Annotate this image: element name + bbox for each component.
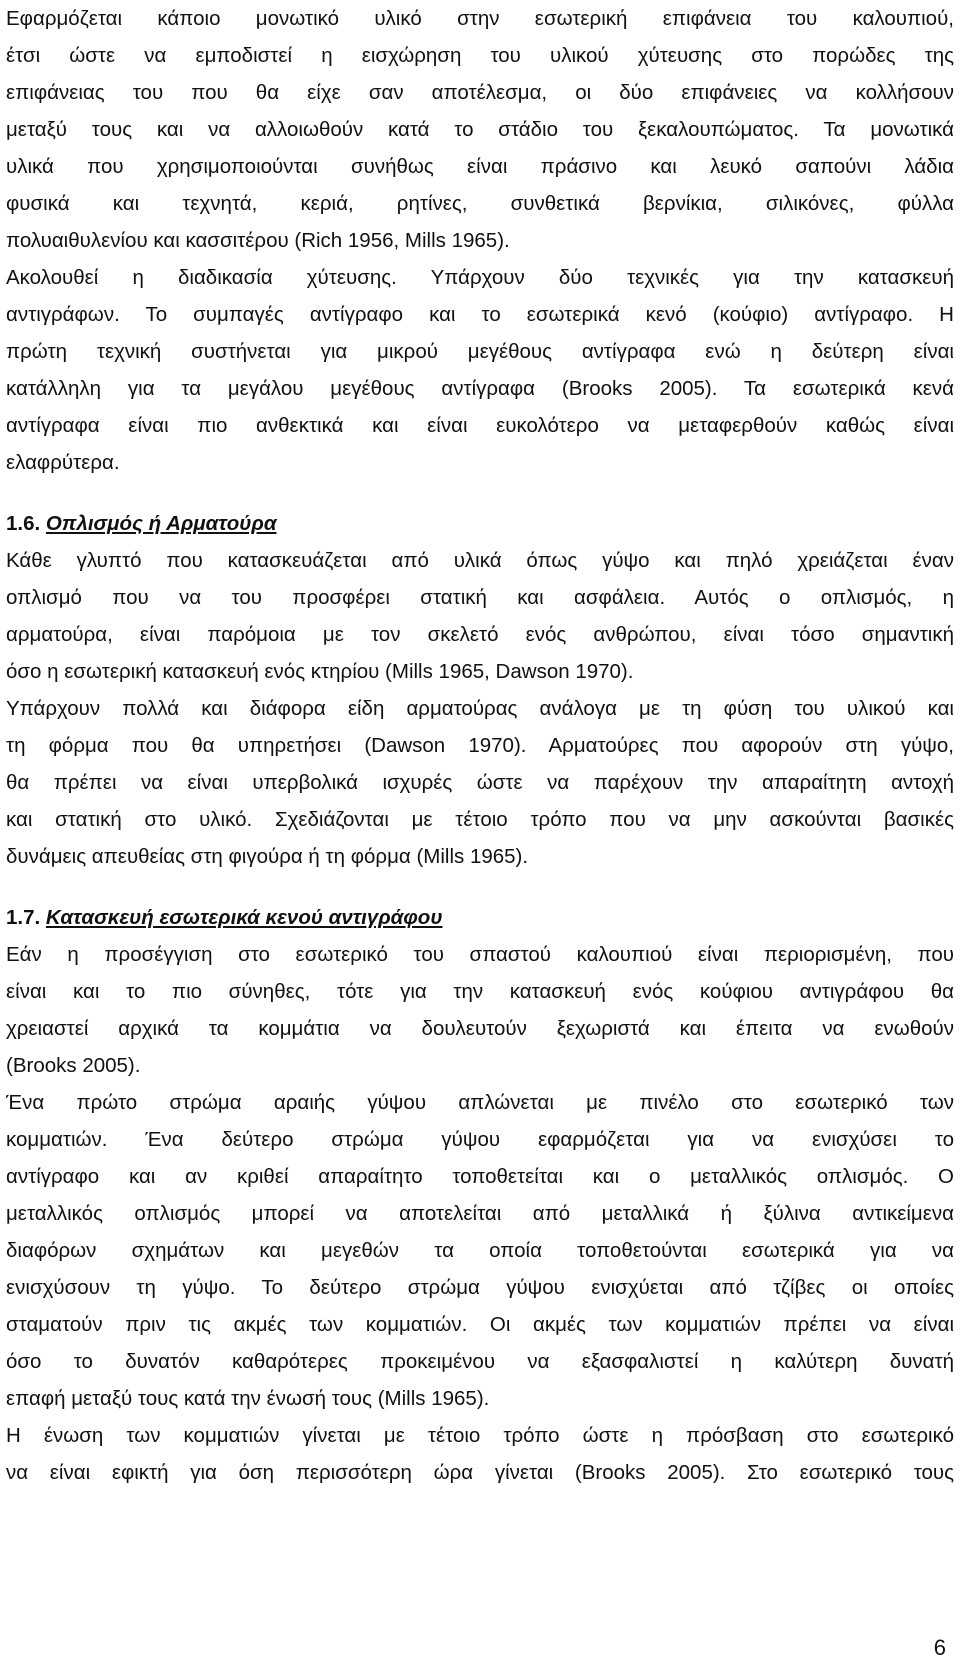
text-line: Κάθε γλυπτό που κατασκευάζεται από υλικά όπως γύψο και πηλό χρειάζεται έναν bbox=[6, 549, 954, 572]
text-line: αντιγράφων. Το συμπαγές αντίγραφο και το εσωτερικά κενό (κούφιο) αντίγραφο. Η bbox=[6, 303, 954, 326]
paragraph-armature-types bbox=[6, 690, 954, 875]
text-line: φυσικά και τεχνητά, κεριά, ρητίνες, συνθετικά βερνίκια, σιλικόνες, φύλλα bbox=[6, 192, 954, 215]
text-line: σταματούν πριν τις ακμές των κομματιών. Οι ακμές των κομματιών πρέπει να είναι bbox=[6, 1313, 954, 1336]
text-line: ενισχύσουν τη γύψο. Το δεύτερο στρώμα γύψου ενισχύεται από τζίβες οι οποίες bbox=[6, 1276, 954, 1299]
text-line: μεταξύ τους και να αλλοιωθούν κατά το στάδιο του ξεκαλουπώματος. Τα μονωτικά bbox=[6, 118, 954, 141]
text-line: Ένα πρώτο στρώμα αραιής γύψου απλώνεται με πινέλο στο εσωτερικό των bbox=[6, 1091, 954, 1114]
text-line: Εάν η προσέγγιση στο εσωτερικό του σπαστού καλουπιού είναι περιορισμένη, που bbox=[6, 943, 954, 966]
text-line: είναι και το πιο σύνηθες, τότε για την κατασκευή ενός κούφιου αντιγράφου θα bbox=[6, 980, 954, 1003]
section-heading bbox=[6, 505, 954, 542]
text-line: ελαφρύτερα. bbox=[6, 451, 120, 474]
text-line: αντίγραφο και αν κριθεί απαραίτητο τοποθετείται και ο μεταλλικός οπλισμός. Ο bbox=[6, 1165, 954, 1188]
section-title: Οπλισμός ή Αρματούρα bbox=[45, 512, 277, 535]
section-number: 1.6. bbox=[6, 512, 41, 535]
paragraph-joining-pieces bbox=[6, 1417, 954, 1491]
text-line: αρματούρα, είναι παρόμοια με τον σκελετό ενός ανθρώπου, είναι τόσο σημαντική bbox=[6, 623, 954, 646]
text-line: διαφόρων σχημάτων και μεγεθών τα οποία τοποθετούνται εσωτερικά για να bbox=[6, 1239, 954, 1262]
text-line: όσο η εσωτερική κατασκευή ενός κτηρίου (Mills 1965, Dawson 1970). bbox=[6, 660, 634, 683]
text-line: πολυαιθυλενίου και κασσιτέρου (Rich 1956, Mills 1965). bbox=[6, 229, 510, 252]
text-line: κομματιών. Ένα δεύτερο στρώμα γύψου εφαρμόζεται για να ενισχύσει το bbox=[6, 1128, 954, 1151]
text-line: Ακολουθεί η διαδικασία χύτευσης. Υπάρχουν δύο τεχνικές για την κατασκευή bbox=[6, 266, 954, 289]
text-line: επιφάνειας του που θα είχε σαν αποτέλεσμα, οι δύο επιφάνειες να κολλήσουν bbox=[6, 81, 954, 104]
text-line: τη φόρμα που θα υπηρετήσει (Dawson 1970). Αρματούρες που αφορούν στη γύψο, bbox=[6, 734, 954, 757]
text-line: επαφή μεταξύ τους κατά την ένωσή τους (Mills 1965). bbox=[6, 1387, 490, 1410]
paragraph-hollow-layers bbox=[6, 1084, 954, 1417]
text-line: Εφαρμόζεται κάποιο μονωτικό υλικό στην εσωτερική επιφάνεια του καλουπιού, bbox=[6, 7, 954, 30]
text-line: Η ένωση των κομματιών γίνεται με τέτοιο τρόπο ώστε η πρόσβαση στο εσωτερικό bbox=[6, 1424, 954, 1447]
text-line: να είναι εφικτή για όση περισσότερη ώρα γίνεται (Brooks 2005). Στο εσωτερικό τους bbox=[6, 1461, 954, 1484]
text-line: πρώτη τεχνική συστήνεται για μικρού μεγέθους αντίγραφα ενώ η δεύτερη είναι bbox=[6, 340, 954, 363]
section-heading bbox=[6, 899, 954, 936]
section-1-7 bbox=[6, 899, 954, 1084]
text-line: και στατική στο υλικό. Σχεδιάζονται με τέτοιο τρόπο που να μην ασκούνται βασικές bbox=[6, 808, 954, 831]
paragraph-release-agents bbox=[6, 0, 954, 259]
text-line: οπλισμό που να του προσφέρει στατική και ασφάλεια. Αυτός ο οπλισμός, η bbox=[6, 586, 954, 609]
paragraph-casting-process bbox=[6, 259, 954, 481]
document-page bbox=[6, 0, 954, 1673]
text-line: όσο το δυνατόν καθαρότερες προκειμένου να εξασφαλιστεί η καλύτερη δυνατή bbox=[6, 1350, 954, 1373]
text-line: δυνάμεις απευθείας στη φιγούρα ή τη φόρμα (Mills 1965). bbox=[6, 845, 529, 868]
text-line: χρειαστεί αρχικά τα κομμάτια να δουλευτούν ξεχωριστά και έπειτα να ενωθούν bbox=[6, 1017, 954, 1040]
text-line: υλικά που χρησιμοποιούνται συνήθως είναι πράσινο και λευκό σαπούνι λάδια bbox=[6, 155, 954, 178]
text-line: αντίγραφα είναι πιο ανθεκτικά και είναι ευκολότερο να μεταφερθούν καθώς είναι bbox=[6, 414, 954, 437]
text-line: (Brooks 2005). bbox=[6, 1054, 141, 1077]
text-line: μεταλλικός οπλισμός μπορεί να αποτελείται από μεταλλικά ή ξύλινα αντικείμενα bbox=[6, 1202, 954, 1225]
section-number: 1.7. bbox=[6, 906, 41, 929]
section-title: Κατασκευή εσωτερικά κενού αντιγράφου bbox=[45, 906, 443, 929]
text-line: Υπάρχουν πολλά και διάφορα είδη αρματούρας ανάλογα με τη φύση του υλικού και bbox=[6, 697, 954, 720]
text-line: κατάλληλη για τα μεγάλου μεγέθους αντίγραφα (Brooks 2005). Τα εσωτερικά κενά bbox=[6, 377, 954, 400]
section-1-6 bbox=[6, 505, 954, 690]
text-line: έτσι ώστε να εμποδιστεί η εισχώρηση του υλικού χύτευσης στο πορώδες της bbox=[6, 44, 954, 67]
page-number: 6 bbox=[933, 1635, 946, 1660]
text-line: θα πρέπει να είναι υπερβολικά ισχυρές ώστε να παρέχουν την απαραίτητη αντοχή bbox=[6, 771, 954, 794]
